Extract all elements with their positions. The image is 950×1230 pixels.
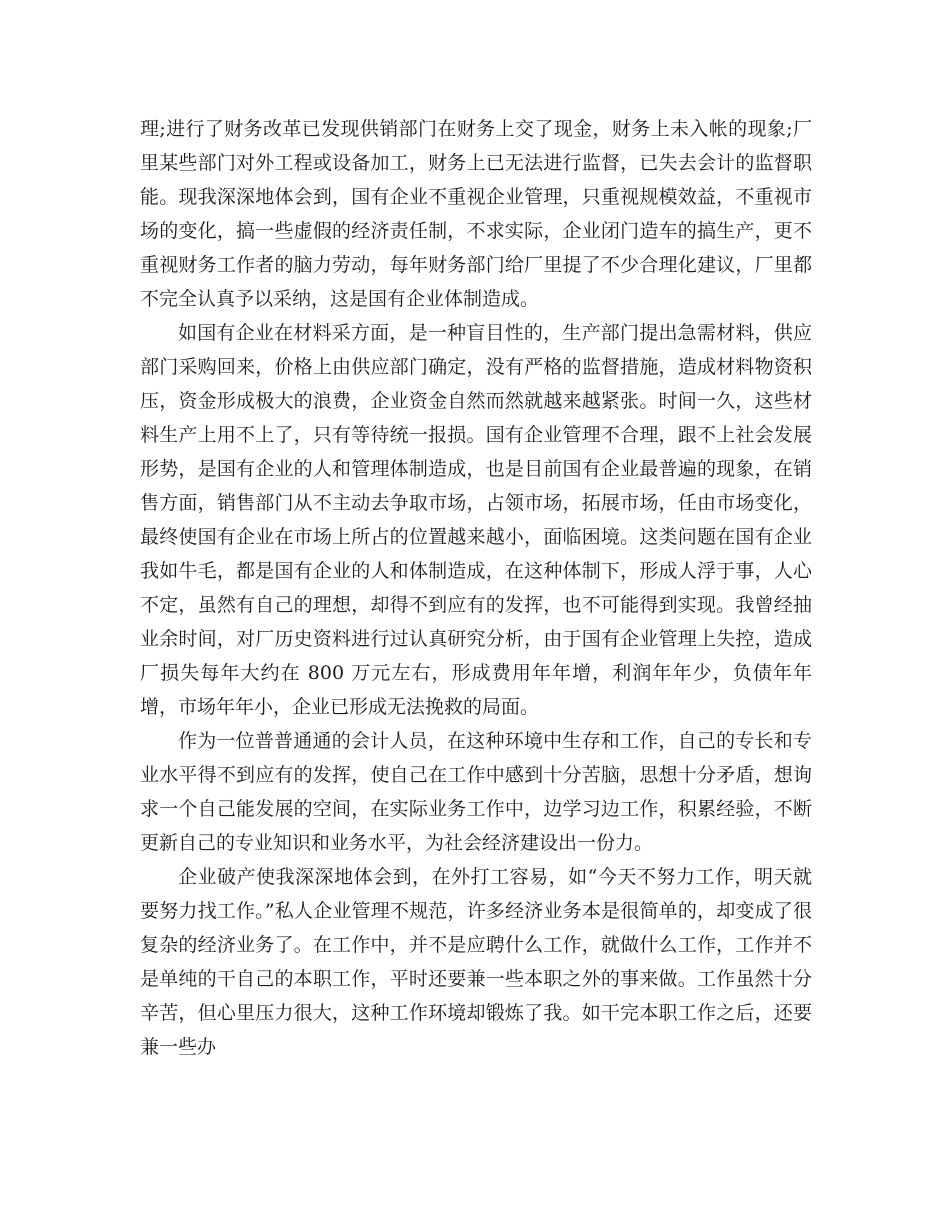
paragraph-2: 如国有企业在材料采方面，是一种盲目性的，生产部门提出急需材料，供应部门采购回来，价格上由供应部门确定，没有严格的监督措施，造成材料物资积压，资金形成极大的浪费，企业资金自然而然就越来越紧张。时间一久，这些材料生产上用不上了，只有等待统一报损。国有企业管理不合理，跟不上社会发展形势，是国有企业的人和管理体制造成，也是目前国有企业最普遍的现象，在销售方面，销售部门从不主动去争取市场，占领市场，拓展市场，任由市场变化，最终使国有企业在市场上所占的位置越来越小，面临困境。这类问题在国有企业我如牛毛，都是国有企业的人和体制造成，在这种体制下，形成人浮于事，人心不定，虽然有自己的理想，却得不到应有的发挥，也不可能得到实现。我曾经抽业余时间，对厂历史资料进行过认真研究分析，由于国有企业管理上失控，造成厂损失每年大约在 800 万元左右，形成费用年年增，利润年年少，负债年年增，市场年年小，企业已形成无法挽救的局面。 bbox=[140, 322, 812, 718]
paragraph-1: 理;进行了财务改革已发现供销部门在财务上交了现金，财务上未入帐的现象;厂里某些部门对外工程或设备加工，财务上已无法进行监督，已失去会计的监督职能。现我深深地体会到，国有企业不重视企业管理，只重视规模效益，不重视市场的变化，搞一些虚假的经济责任制，不求实际，企业闭门造车的搞生产，更不重视财务工作者的脑力劳动，每年财务部门给厂里提了不少合理化建议，厂里都不完全认真予以采纳，这是国有企业体制造成。 bbox=[140, 118, 812, 310]
paragraph-3: 作为一位普普通通的会计人员，在这种环境中生存和工作，自己的专长和专业水平得不到应有的发挥，使自己在工作中感到十分苦脑，思想十分矛盾，想询求一个自己能发展的空间，在实际业务工作中，边学习边工作，积累经验，不断更新自己的专业知识和业务水平，为社会经济建设出一份力。 bbox=[140, 730, 812, 854]
document-page bbox=[140, 112, 812, 1064]
paragraph-4: 企业破产使我深深地体会到，在外打工容易，如“今天不努力工作，明天就要努力找工作。”私人企业管理不规范，许多经济业务本是很简单的，却变成了很复杂的经济业务了。在工作中，并不是应聘什么工作，就做什么工作，工作并不是单纯的干自己的本职工作，平时还要兼一些本职之外的事来做。工作虽然十分辛苦，但心里压力很大，这种工作环境却锻炼了我。如干完本职工作之后，还要兼一些办 bbox=[140, 866, 812, 1058]
